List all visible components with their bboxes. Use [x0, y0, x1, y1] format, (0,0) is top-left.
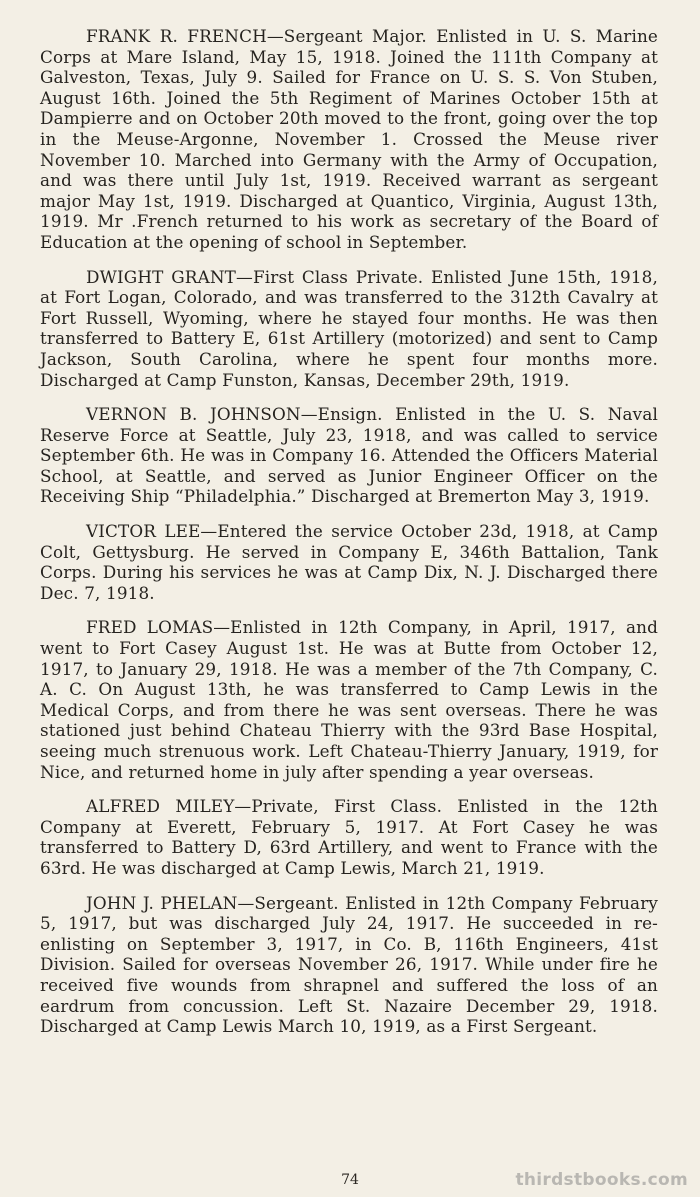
- watermark: thirdstbooks.com: [515, 1170, 688, 1190]
- service-record-entry: FRANK R. FRENCH—Sergeant Major. Enlisted in U. S. Marine Corps at Mare Island, May 15, 1918. Joined the 111th Company at Galveston, Texas, July 9. Sailed for France on U. S. S. Von Stuben, August 16th. Joined the 5th Regiment of Marines October 15th at Dampierre and on October 20th moved to the front, going over the top in the Meuse-Argonne, November 1. Crossed the Meuse river November 10. Marched into Germany with the Army of Occupation, and was there until July 1st, 1919. Received warrant as sergeant major May 1st, 1919. Discharged at Quantico, Virginia, August 13th, 1919. Mr .French returned to his work as secretary of the Board of Education at the opening of school in September.: [40, 26, 658, 252]
- service-record-entry: JOHN J. PHELAN—Sergeant. Enlisted in 12th Company February 5, 1917, but was discharged July 24, 1917. He succeeded in re-enlisting on September 3, 1917, in Co. B, 116th Engineers, 41st Division. Sailed for overseas November 26, 1917. While under fire he received five wounds from shrapnel and suffered the loss of an eardrum from concussion. Left St. Nazaire December 29, 1918. Discharged at Camp Lewis March 10, 1919, as a First Sergeant.: [40, 892, 658, 1037]
- page-number: 74: [341, 1172, 359, 1188]
- service-record-entry: ALFRED MILEY—Private, First Class. Enlisted in the 12th Company at Everett, February 5, 1917. At Fort Casey he was transferred to Battery D, 63rd Artillery, and went to France with the 63rd. He was discharged at Camp Lewis, March 21, 1919.: [40, 796, 658, 878]
- service-record-entry: VERNON B. JOHNSON—Ensign. Enlisted in the U. S. Naval Reserve Force at Seattle, July 23, 1918, and was called to service September 6th. He was in Company 16. Attended the Officers Material School, at Seattle, and served as Junior Engineer Officer on the Receiving Ship “Philadelphia.” Discharged at Bremerton May 3, 1919.: [40, 404, 658, 507]
- page-body: [40, 26, 658, 1051]
- service-record-entry: DWIGHT GRANT—First Class Private. Enlisted June 15th, 1918, at Fort Logan, Colorado, and was transferred to the 312th Cavalry at Fort Russell, Wyoming, where he stayed four months. He was then transferred to Battery E, 61st Artillery (motorized) and sent to Camp Jackson, South Carolina, where he spent four months more. Discharged at Camp Funston, Kansas, December 29th, 1919.: [40, 266, 658, 390]
- service-record-entry: VICTOR LEE—Entered the service October 23d, 1918, at Camp Colt, Gettysburg. He served in Company E, 346th Battalion, Tank Corps. During his services he was at Camp Dix, N. J. Discharged there Dec. 7, 1918.: [40, 521, 658, 603]
- service-record-entry: FRED LOMAS—Enlisted in 12th Company, in April, 1917, and went to Fort Casey August 1st. He was at Butte from October 12, 1917, to January 29, 1918. He was a member of the 7th Company, C. A. C. On August 13th, he was transferred to Camp Lewis in the Medical Corps, and from there he was sent overseas. There he was stationed just behind Chateau Thierry with the 93rd Base Hospital, seeing much strenuous work. Left Chateau-Thierry January, 1919, for Nice, and returned home in july after spending a year overseas.: [40, 617, 658, 782]
